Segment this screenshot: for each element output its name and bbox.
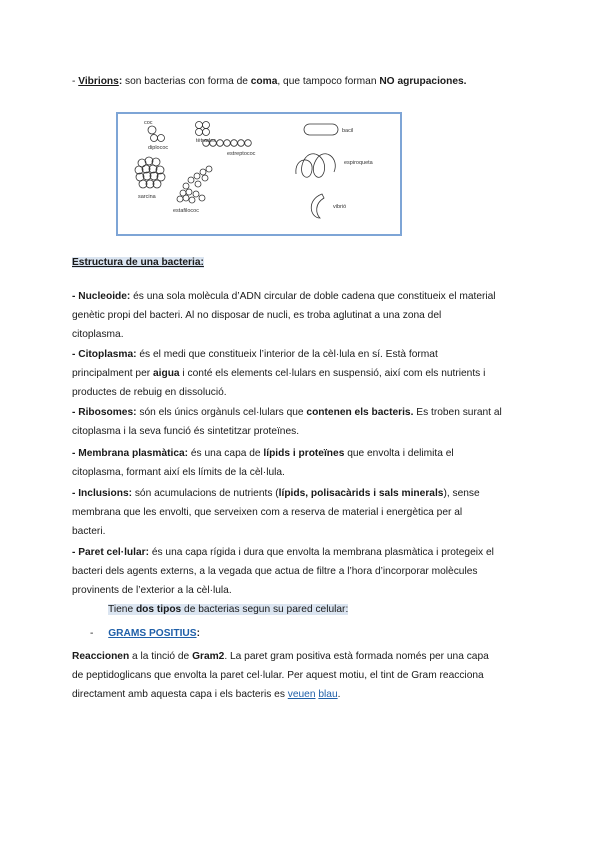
reaccionen-t2: . La paret gram positiva està formada només per una capa <box>224 651 489 662</box>
nucleoide-line1: és una sola molècula d’ADN circular de doble cadena que constitueix el material <box>130 291 496 302</box>
reaccionen-bold: Reaccionen <box>72 651 130 662</box>
estructura-heading: Estructura de una bacteria: <box>72 257 204 268</box>
coc-shape <box>148 126 156 134</box>
ribosomes-line1c: Es troben surant al <box>413 407 502 418</box>
diplococ-shape <box>151 135 165 142</box>
term-paret: - Paret cel·lular: <box>72 547 149 558</box>
vibrions-bold-coma: coma <box>250 76 278 87</box>
item-membrana <box>72 444 532 482</box>
vibrio-shape <box>311 194 324 218</box>
bacil-shape <box>304 124 338 135</box>
reaccionen-line2: de peptidoglicans que envolta la paret cel·lular. Per aquest motiu, el tint de Gram reacciona <box>72 670 484 681</box>
label-diplococ: diplococ <box>148 145 169 151</box>
tipos-a: Tiene <box>108 604 136 615</box>
reaccionen-period: . <box>337 689 341 700</box>
bullet-dash: - <box>72 76 79 87</box>
item-citoplasma <box>72 345 532 402</box>
label-tetrades: tètrades <box>196 138 216 144</box>
paret-line1: és una capa rígida i dura que envolta la membrana plasmàtica i protegeix el <box>149 547 494 558</box>
item-inclusions <box>72 484 532 541</box>
label-estreptococ: estreptococ <box>227 151 256 157</box>
reaccionen-t1: a la tinció de <box>129 651 193 662</box>
citoplasma-line1: és el medi que constitueix l’interior de la cèl·lula en sí. Està format <box>136 349 438 360</box>
estafilococ-shape <box>177 166 212 203</box>
grams-dash: - <box>90 628 94 639</box>
tipos-line <box>108 604 348 615</box>
inclusions-line3: bacteri. <box>72 526 106 537</box>
item-ribosomes <box>72 403 532 441</box>
espiroqueta-shape <box>296 154 335 178</box>
reaccionen-paragraph <box>72 647 532 704</box>
term-ribosomes: - Ribosomes: <box>72 407 137 418</box>
grams-colon: : <box>196 628 200 639</box>
term-membrana: - Membrana plasmàtica: <box>72 448 189 459</box>
paret-line2: bacteri dels agents externs, a la vegada que actua de filtre a l’hora d’incorporar molècules <box>72 566 478 577</box>
citoplasma-line2a: principalment per <box>72 368 153 379</box>
term-nucleoide: - Nucleoide: <box>72 291 131 302</box>
grams-heading-line <box>90 628 200 639</box>
inclusions-bold: lípids, polisacàrids i sals minerals <box>278 488 444 499</box>
inclusions-line2: membrana que les envolti, que serveixen com a reserva de material i energètica per al <box>72 507 463 518</box>
inclusions-line1c: ), sense <box>443 488 480 499</box>
gram2-bold: Gram2 <box>192 651 225 662</box>
item-paret <box>72 543 532 600</box>
membrana-line1c: que envolta i delimita el <box>344 448 454 459</box>
vibrions-text: son bacterias con forma de <box>122 76 251 87</box>
label-coc: coc <box>144 120 153 126</box>
membrana-line1a: és una capa de <box>188 448 264 459</box>
bacteria-shapes-figure <box>116 112 402 236</box>
nucleoide-line2: genètic propi del bacteri. Al no disposar de nucli, es troba aglutinat a una zona del <box>72 310 442 321</box>
item-nucleoide <box>72 287 532 344</box>
inclusions-line1a: són acumulacions de nutrients ( <box>132 488 279 499</box>
vibrions-term: Vibrions <box>78 76 119 87</box>
ribosomes-line2: citoplasma i la seva funció és sintetitzar proteïnes. <box>72 426 300 437</box>
tipos-c: de bacterias segun su pared celular: <box>181 604 349 615</box>
vibrions-colon: : <box>118 76 123 87</box>
section-heading <box>72 257 204 268</box>
ribosomes-line1a: són els únics orgànuls cel·lulars que <box>136 407 307 418</box>
term-inclusions: - Inclusions: <box>72 488 132 499</box>
label-vibrio: vibrió <box>333 204 347 210</box>
tipos-bold: dos tipos <box>135 604 182 615</box>
label-estafilococ: estafilococ <box>173 208 199 214</box>
sarcina-shape <box>135 157 165 188</box>
tipos-highlight <box>108 604 348 615</box>
membrana-bold: lípids i proteïnes <box>263 448 345 459</box>
vibrions-bold-no-agrupaciones: NO agrupaciones. <box>379 76 467 87</box>
label-bacil: bacil <box>342 128 354 134</box>
blau-link[interactable]: blau <box>318 689 338 700</box>
label-espiroqueta: espiroqueta <box>344 160 373 166</box>
membrana-line2: citoplasma, formant així els límits de la cèl·lula. <box>72 467 285 478</box>
nucleoide-line3: citoplasma. <box>72 329 124 340</box>
ribosomes-bold: contenen els bacteris. <box>306 407 414 418</box>
grams-positius-link[interactable]: GRAMS POSITIUS <box>108 628 197 639</box>
vibrions-line <box>72 76 467 87</box>
paret-line3: provinents de l’exterior a la cèl·lula. <box>72 585 232 596</box>
label-sarcina: sarcina <box>138 194 156 200</box>
veuen-link[interactable]: veuen <box>287 689 316 700</box>
tetrades-shape <box>196 122 210 136</box>
citoplasma-aigua: aigua <box>152 368 180 379</box>
citoplasma-line2c: i conté els elements cel·lulars en suspensió, així com els nutrients i <box>179 368 486 379</box>
reaccionen-line3a: directament amb aquesta capa i els bacteris es <box>72 689 288 700</box>
bacteria-shapes-diagram <box>118 114 400 234</box>
vibrions-text-2: , que tampoco forman <box>277 76 380 87</box>
citoplasma-line3: productes de rebuig en dissolució. <box>72 387 227 398</box>
term-citoplasma: - Citoplasma: <box>72 349 137 360</box>
